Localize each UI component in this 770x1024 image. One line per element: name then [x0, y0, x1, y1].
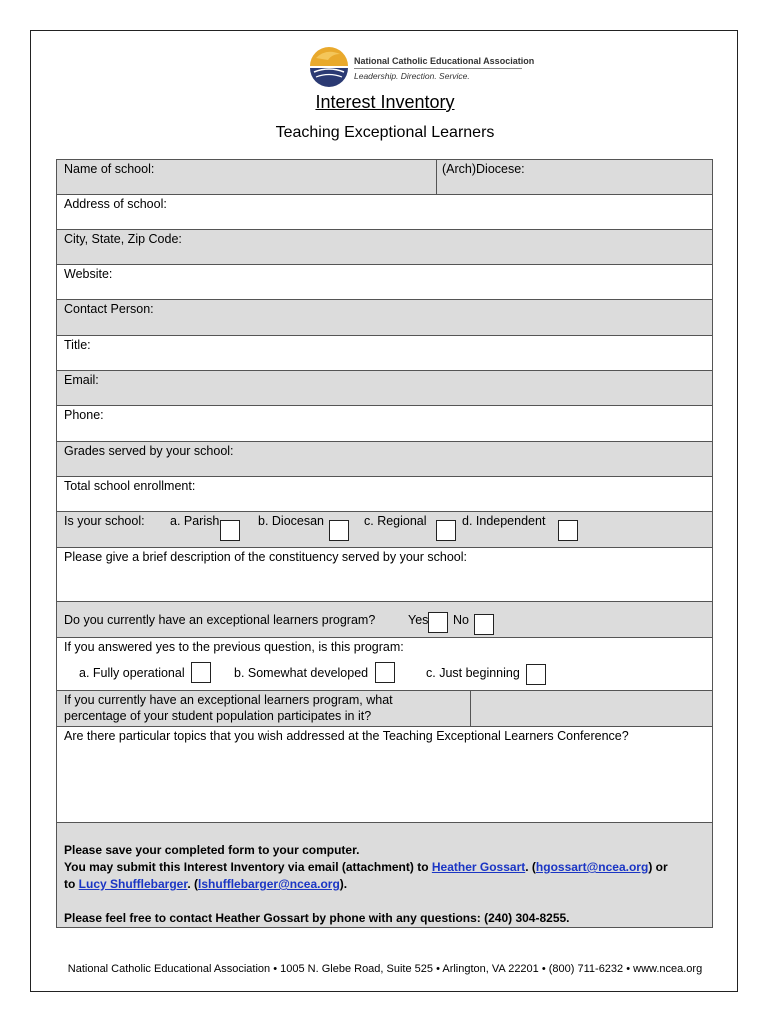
- ncea-emblem-icon: [306, 44, 352, 90]
- no-checkbox[interactable]: [474, 614, 494, 635]
- lshufflebarger-email-link[interactable]: lshufflebarger@ncea.org: [198, 877, 340, 891]
- city-row[interactable]: [56, 229, 713, 265]
- program-status-label: If you answered yes to the previous question, is this program:: [64, 640, 404, 654]
- logo-tagline: Leadership. Direction. Service.: [354, 71, 470, 81]
- constituency-label: Please give a brief description of the constituency served by your school:: [64, 550, 467, 564]
- email-label: Email:: [64, 373, 99, 387]
- school-type-label: Is your school:: [64, 514, 145, 528]
- enrollment-label: Total school enrollment:: [64, 479, 196, 493]
- contact-row[interactable]: [56, 299, 713, 336]
- program-question-row: [56, 601, 713, 638]
- lucy-shufflebarger-link[interactable]: Lucy Shufflebarger: [78, 877, 188, 891]
- instruction-text: ) or: [648, 860, 668, 874]
- program-status-row: [56, 637, 713, 691]
- diocesan-checkbox[interactable]: [329, 520, 349, 541]
- yes-checkbox[interactable]: [428, 612, 448, 633]
- submit-instruction-line2: [64, 877, 347, 891]
- hgossart-email-link[interactable]: hgossart@ncea.org: [535, 860, 649, 874]
- yes-label: Yes: [408, 613, 429, 627]
- just-beginning-checkbox[interactable]: [526, 664, 546, 685]
- no-label: No: [453, 613, 469, 627]
- instruction-text: . (: [525, 860, 536, 874]
- independent-label: d. Independent: [462, 514, 546, 528]
- somewhat-developed-checkbox[interactable]: [375, 662, 395, 683]
- percentage-row: [56, 690, 713, 727]
- instruction-text: to: [64, 877, 79, 891]
- just-beginning-label: c. Just beginning: [426, 666, 520, 680]
- percentage-input[interactable]: [471, 691, 713, 726]
- regional-label: c. Regional: [364, 514, 427, 528]
- diocese-label: (Arch)Diocese:: [442, 162, 525, 176]
- contact-title-row[interactable]: [56, 335, 713, 371]
- grades-row[interactable]: [56, 441, 713, 477]
- logo-divider: [354, 68, 522, 69]
- website-label: Website:: [64, 267, 113, 281]
- instruction-text: . (: [187, 877, 199, 891]
- submit-instruction-line1: [64, 860, 668, 874]
- page-footer: National Catholic Educational Association • 1005 N. Glebe Road, Suite 525 • Arlington, VA 22201 • (800) 711-6232 • www.ncea.org: [67, 963, 703, 975]
- percentage-label-line1: If you currently have an exceptional learners program, what: [64, 693, 393, 707]
- page-subtitle: Teaching Exceptional Learners: [275, 124, 495, 141]
- website-row[interactable]: [56, 264, 713, 300]
- phone-label: Phone:: [64, 408, 104, 422]
- instructions-box: [56, 822, 713, 928]
- parish-checkbox[interactable]: [220, 520, 240, 541]
- topics-label: Are there particular topics that you wish addressed at the Teaching Exceptional Learners Conference?: [64, 729, 629, 743]
- fully-operational-checkbox[interactable]: [191, 662, 211, 683]
- percentage-label-line2: percentage of your student population participates in it?: [64, 709, 372, 723]
- topics-row[interactable]: [56, 726, 713, 823]
- regional-checkbox[interactable]: [436, 520, 456, 541]
- save-instruction: Please save your completed form to your computer.: [64, 843, 360, 857]
- row-divider: [436, 160, 437, 194]
- enrollment-row[interactable]: [56, 476, 713, 512]
- email-row[interactable]: [56, 370, 713, 406]
- constituency-row[interactable]: [56, 547, 713, 602]
- phone-instruction: Please feel free to contact Heather Gossart by phone with any questions: (240) 304-8255.: [64, 911, 570, 925]
- instruction-text: ).: [339, 877, 348, 891]
- page-title: Interest Inventory: [315, 92, 455, 112]
- diocesan-label: b. Diocesan: [258, 514, 325, 528]
- parish-label: a. Parish: [170, 514, 220, 528]
- school-type-row: [56, 511, 713, 548]
- city-label: City, State, Zip Code:: [64, 232, 182, 246]
- instruction-text: You may submit this Interest Inventory via email (attachment) to: [64, 860, 432, 874]
- somewhat-developed-label: b. Somewhat developed: [234, 666, 369, 680]
- address-row[interactable]: [56, 194, 713, 230]
- fully-operational-label: a. Fully operational: [79, 666, 185, 680]
- grades-label: Grades served by your school:: [64, 444, 234, 458]
- school-name-label: Name of school:: [64, 162, 155, 176]
- address-label: Address of school:: [64, 197, 167, 211]
- contact-title-label: Title:: [64, 338, 91, 352]
- independent-checkbox[interactable]: [558, 520, 578, 541]
- heather-gossart-link[interactable]: Heather Gossart: [431, 860, 526, 874]
- phone-row[interactable]: [56, 405, 713, 442]
- contact-label: Contact Person:: [64, 302, 154, 316]
- program-question-label: Do you currently have an exceptional learners program?: [64, 613, 376, 627]
- ncea-logo: [306, 44, 536, 90]
- school-name-row[interactable]: [56, 159, 713, 195]
- logo-org-name: National Catholic Educational Association: [354, 56, 535, 66]
